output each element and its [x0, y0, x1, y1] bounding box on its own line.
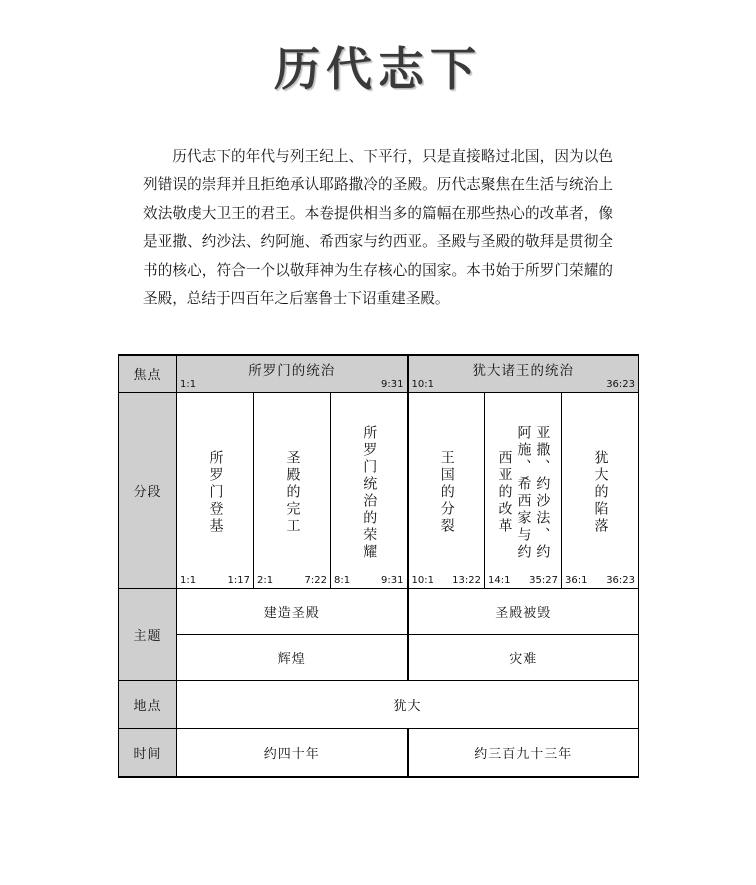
division-cell-4 — [408, 393, 485, 589]
topic-cell-2: 圣殿被毁 — [408, 589, 639, 635]
division-ref-start-2: 2:1 — [257, 575, 274, 587]
intro-paragraph — [143, 143, 613, 314]
focus-refs-2 — [409, 379, 639, 391]
row-label-topic: 主题 — [119, 589, 177, 681]
table-row-topic-2 — [119, 635, 639, 681]
focus-ref-start-2: 10:1 — [411, 379, 434, 391]
division-text-holder-5 — [485, 406, 561, 576]
division-text-holder-2 — [254, 406, 330, 576]
division-ref-start-4: 10:1 — [411, 575, 434, 587]
focus-refs-1 — [177, 379, 407, 391]
place-cell: 犹大 — [177, 681, 639, 729]
division-cell-5 — [485, 393, 562, 589]
division-label-5: 亚撒、约沙法、约阿施、希西家与约西亚的改革 — [496, 424, 551, 561]
table-row-place — [119, 681, 639, 729]
division-text-holder-1 — [177, 406, 253, 576]
outline-table — [118, 354, 639, 778]
division-cell-3 — [331, 393, 408, 589]
division-ref-start-1: 1:1 — [180, 575, 197, 587]
book-outline-chart — [118, 354, 638, 778]
topic-cell-4: 灾难 — [408, 635, 639, 681]
time-cell-1: 约四十年 — [177, 729, 408, 777]
division-ref-end-6: 36:23 — [606, 575, 636, 587]
division-text-holder-3 — [331, 406, 407, 576]
time-cell-2: 约三百九十三年 — [408, 729, 639, 777]
division-label-3: 所罗门统治的荣耀 — [361, 424, 378, 561]
division-label-4: 王国的分裂 — [438, 450, 455, 536]
focus-cell-1 — [177, 355, 408, 393]
division-ref-end-4: 13:22 — [452, 575, 481, 587]
division-ref-end-3: 9:31 — [381, 575, 404, 587]
division-label-6: 犹大的陷落 — [592, 450, 609, 536]
division-ref-end-2: 7:22 — [304, 575, 327, 587]
page-title: 历代志下 — [274, 42, 482, 96]
division-refs-1 — [177, 575, 253, 586]
table-row-focus — [119, 355, 639, 393]
row-label-time: 时间 — [119, 729, 177, 777]
row-label-place: 地点 — [119, 681, 177, 729]
table-row-division — [119, 393, 639, 589]
division-ref-start-3: 8:1 — [334, 575, 351, 587]
row-label-focus: 焦点 — [119, 355, 177, 393]
focus-ref-start-1: 1:1 — [180, 379, 197, 391]
focus-ref-end-2: 36:23 — [606, 379, 636, 391]
focus-label-1: 所罗门的统治 — [248, 363, 336, 380]
table-row-topic-1 — [119, 589, 639, 635]
topic-cell-1: 建造圣殿 — [177, 589, 408, 635]
division-label-2: 圣殿的完工 — [284, 450, 301, 536]
division-ref-start-5: 14:1 — [488, 575, 511, 587]
division-ref-start-6: 36:1 — [565, 575, 588, 587]
division-text-holder-6 — [562, 406, 638, 576]
division-refs-5 — [485, 575, 561, 586]
division-refs-3 — [331, 575, 407, 586]
intro-text: 历代志下的年代与列王纪上、下平行，只是直接略过北国，因为以色列错误的崇拜并且拒绝承认耶路撒冷的圣殿。历代志聚焦在生活与统治上效法敬虔大卫王的君王。本卷提供相当多的篇幅在那些热心的改革者，像是亚撒、约沙法、约阿施、希西家与约西亚。圣殿与圣殿的敬拜是贯彻全书的核心，符合一个以敬拜神为生存核心的国家。本书始于所罗门荣耀的圣殿，总结于四百年之后塞鲁士下诏重建圣殿。 — [143, 148, 613, 308]
division-refs-2 — [254, 575, 330, 586]
row-label-division: 分段 — [119, 393, 177, 589]
division-cell-6 — [562, 393, 639, 589]
division-refs-4 — [409, 575, 485, 586]
division-refs-6 — [562, 575, 638, 586]
table-row-time — [119, 729, 639, 777]
division-label-1: 所罗门登基 — [207, 450, 224, 536]
division-ref-end-5: 35:27 — [529, 575, 558, 587]
focus-label-2: 犹大诸王的统治 — [472, 363, 574, 380]
division-text-holder-4 — [409, 406, 485, 576]
focus-ref-end-1: 9:31 — [381, 379, 404, 391]
division-cell-2 — [254, 393, 331, 589]
division-cell-1 — [177, 393, 254, 589]
topic-cell-3: 辉煌 — [177, 635, 408, 681]
focus-cell-2 — [408, 355, 639, 393]
division-ref-end-1: 1:17 — [227, 575, 250, 587]
